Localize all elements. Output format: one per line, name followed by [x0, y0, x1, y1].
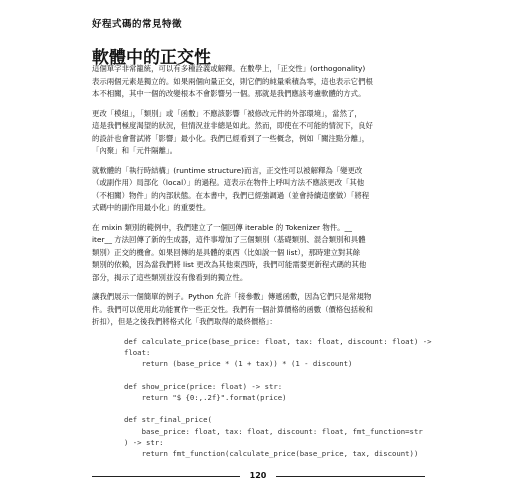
paragraph-line: iter__ 方法回傳了新的生成器，這件事增加了三個類別（基礎類別、混合類別和具體	[92, 235, 366, 244]
paragraph-line: （不相關）物件」的內部狀態。在本書中，我們已經強調過（並會持續這麼做）「將程	[92, 190, 370, 200]
footer-rule-right	[276, 476, 425, 477]
page-footer	[92, 470, 425, 482]
code-line: def calculate_price(base_price: float, tax: float, discount: float) ->	[124, 337, 432, 346]
paragraph-line: 更改「模組」，「類別」或「函數」不應該影響「被修改元件的外部環境」，當然了，	[92, 108, 362, 118]
code-line: return "$ {0:,.2f}".format(price)	[124, 393, 287, 402]
paragraph-line: 本不相關，其中一個的改變根本不會影響另一個。那就是我們應該考慮軟體的方式。	[92, 89, 366, 98]
code-line: return fmt_function(calculate_price(base_price, tax, discount))	[124, 449, 419, 458]
paragraph-line: 折扣），但是之後我們將格式化「我們取得的最終價格」：	[92, 317, 277, 326]
paragraph-line: （或副作用）局部化（local）」的過程。這表示在物件上呼叫方法不應該更改「其他	[92, 178, 365, 187]
running-header: 好程式碼的常見特徵	[92, 19, 183, 30]
code-line: return (base_price * (1 + tax)) * (1 - discount)	[124, 359, 353, 369]
paragraph-line: 式碼中的副作用最小化」的重要性。	[92, 203, 211, 212]
code-line: ) -> str:	[124, 437, 164, 447]
paragraph-line: 表示兩個元素是獨立的。如果兩個向量正交，則它們的純量乘積為零，這也表示它們根	[92, 76, 373, 86]
paragraph-line: 讓我們展示一個簡單的例子。Python 允許「接參數」傳遞函數，因為它們只是常規物	[92, 292, 372, 301]
paragraph-line: 件。我們可以使用此功能實作一些正交性。我們有一個計算價格的函數（價格包括稅和	[92, 304, 373, 314]
code-line	[124, 370, 432, 381]
code-block	[124, 336, 432, 459]
paragraph-line: 部分，揭示了這些類別並沒有像看到的獨立性。	[92, 272, 248, 282]
code-line: float:	[124, 348, 151, 358]
footer-rule-left	[92, 476, 240, 477]
body-paragraph	[92, 108, 425, 158]
paragraph-line: 就軟體的「執行時結構」(runtime structure)而言，正交性可以被解釋為「變更改	[92, 165, 363, 175]
paragraph-line: 這是我們極度渴望的狀況，但情況並非總是如此。然而，即使在不可能的情況下，良好	[92, 121, 373, 130]
paragraph-line: 的設計也會嘗試將「影響」最小化。我們已經看到了一些概念，例如「關注點分離」，	[92, 133, 370, 143]
paragraph-line: 這個單字非常籠統，可以有多種詮義或解釋。在數學上，「正交性」(orthogonality)	[92, 64, 366, 73]
body-paragraph	[92, 63, 425, 101]
paragraph-line: 在 mixin 類別的範例中，我們建立了一個回傳 iterable 的 Tokenizer 物件。__	[92, 222, 352, 232]
section-title: 軟體中的正交性	[92, 48, 211, 68]
code-line: def show_price(price: float) -> str:	[124, 381, 283, 391]
paragraph-line: 類別）正交的機會。如果回傳的是具體的東西（比如說一個 list），那時建立對其餘	[92, 247, 361, 257]
code-line: base_price: float, tax: float, discount: float, fmt_function=str	[124, 426, 423, 436]
body-paragraph	[92, 165, 425, 215]
code-line	[124, 403, 432, 414]
body-text	[92, 63, 425, 336]
code-line: def str_final_price(	[124, 415, 212, 425]
paragraph-line: 類別的依賴，因為當我們將 list 更改為其他東西時，我們可能需要更新程式碼的其他	[92, 260, 367, 269]
paragraph-line: 「內聚」和「元件隔離」。	[92, 146, 177, 155]
body-paragraph	[92, 291, 425, 329]
page-number: 120	[249, 471, 267, 480]
body-paragraph	[92, 222, 425, 285]
